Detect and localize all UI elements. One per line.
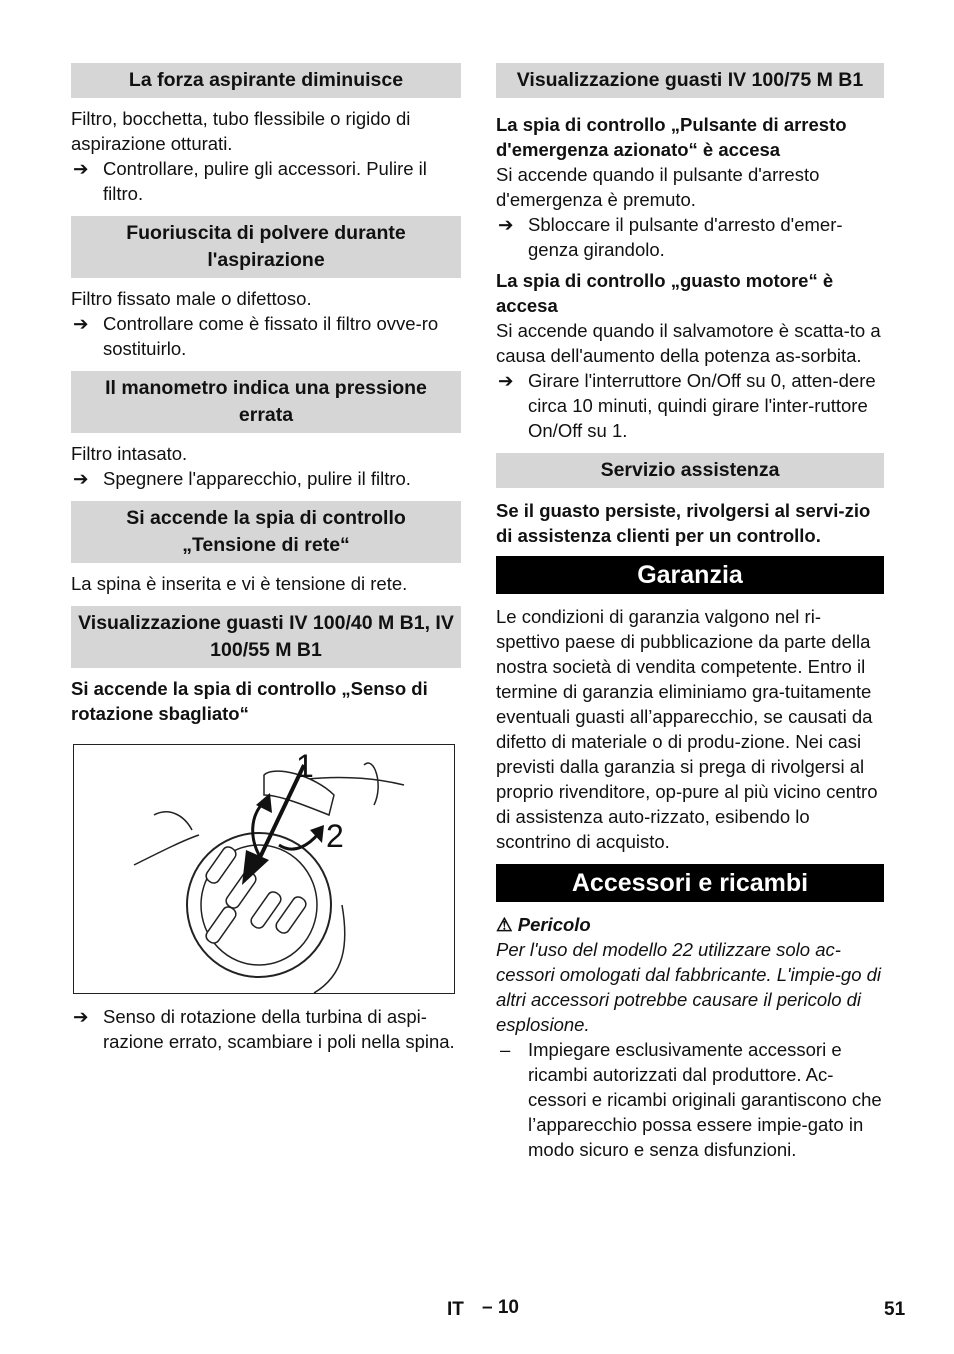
sub-heading: Si accende la spia di controllo „Senso di rotazione sbagliato“: [71, 678, 428, 724]
remedy-item: ➔ Senso di rotazione della turbina di aspi-razione errato, scambiare i poli nella spina.: [73, 1006, 455, 1052]
warranty-text: Le condizioni di garanzia valgono nel ri-spettivo paese di pubblicazione da parte della nostra società di vendita competente. Entro il termine di garanzia eliminiamo gra-tuitamente eventuali guasti all’apparecchio, se causati da difetto di materiale o di produ-zione. Nei casi previsti dalla garanzia si prega di rivolgersi al proprio rivenditore, op-pure al più vicino centro di assistenza auto-rizzato, esibendo lo scontrino di acquisto.: [496, 606, 878, 852]
remedy-item: ➔ Girare l'interruttore On/Off su 0, atten-dere circa 10 minuti, quindi girare l'inter-ruttore On/Off su 1.: [498, 370, 876, 441]
section-heading: Fuoriuscita di polvere durante l'aspirazione: [71, 216, 461, 278]
section-heading: Visualizzazione guasti IV 100/40 M B1, IV 100/55 M B1: [71, 606, 461, 668]
cause-text: Filtro intasato.: [71, 443, 188, 464]
warning-heading: ⚠ Pericolo: [496, 914, 591, 935]
warning-icon: ⚠: [496, 914, 513, 935]
service-text: Se il guasto persiste, rivolgersi al servi-zio di assistenza clienti per un controllo.: [496, 500, 871, 546]
left-column: [71, 63, 461, 1054]
remedy-item: ➔ Controllare, pulire gli accessori. Pulire il filtro.: [73, 158, 427, 204]
arrow-icon: ➔: [73, 1006, 89, 1027]
remedy-item: ➔ Sbloccare il pulsante d'arresto d'emer-genza girandolo.: [498, 214, 843, 260]
sub-heading: La spia di controllo „Pulsante di arresto d'emergenza azionato“ è accesa: [496, 114, 847, 160]
dash-icon: –: [500, 1039, 511, 1060]
cause-text: Si accende quando il pulsante d'arresto d'emergenza è premuto.: [496, 164, 820, 210]
plug-rotation-figure: [73, 744, 455, 994]
section-heading: Il manometro indica una pressione errata: [71, 371, 461, 433]
arrow-icon: ➔: [498, 214, 514, 235]
plug-illustration: [74, 745, 454, 993]
section-heading: Visualizzazione guasti IV 100/75 M B1: [496, 63, 884, 98]
remedy-item: ➔ Spegnere l'apparecchio, pulire il filtro.: [73, 468, 411, 489]
cause-text: Si accende quando il salvamotore è scatta-to a causa dell'aumento della potenza as-sorbita.: [496, 320, 881, 366]
remedy-item: ➔ Controllare come è fissato il filtro ovve-ro sostituirlo.: [73, 313, 439, 359]
arrow-icon: ➔: [73, 468, 89, 489]
cause-text: Filtro fissato male o difettoso.: [71, 288, 312, 309]
arrow-icon: ➔: [73, 158, 89, 179]
right-column: [496, 63, 884, 1162]
footer-page-center: – 10: [482, 1297, 519, 1318]
list-item: – Impiegare esclusivamente accessori e ricambi autorizzati dal produttore. Ac-cessori e ricambi originali garantiscono che l’apparecchio possa essere impie-gato in modo sicuro e senza disfunzioni.: [500, 1039, 882, 1160]
chapter-heading: Accessori e ricambi: [496, 864, 884, 902]
cause-text: La spina è inserita e vi è tensione di rete.: [71, 573, 408, 594]
arrow-icon: ➔: [73, 313, 89, 334]
footer-lang: IT: [447, 1299, 464, 1320]
warning-text: Per l'uso del modello 22 utilizzare solo ac-cessori omologati dal fabbricante. L'impie-go di altri accessori potrebbe causare il pericolo di esplosione.: [496, 939, 882, 1035]
chapter-heading: Garanzia: [496, 556, 884, 594]
figure-label-1: 1: [296, 748, 314, 784]
arrow-icon: ➔: [498, 370, 514, 391]
footer-page-number: 51: [884, 1299, 906, 1320]
section-heading: La forza aspirante diminuisce: [71, 63, 461, 98]
section-heading: Si accende la spia di controllo „Tensione di rete“: [71, 501, 461, 563]
figure-label-2: 2: [326, 818, 344, 854]
section-heading: Servizio assistenza: [496, 453, 884, 488]
sub-heading: La spia di controllo „guasto motore“ è accesa: [496, 270, 834, 316]
cause-text: Filtro, bocchetta, tubo flessibile o rigido di aspirazione otturati.: [71, 108, 411, 154]
